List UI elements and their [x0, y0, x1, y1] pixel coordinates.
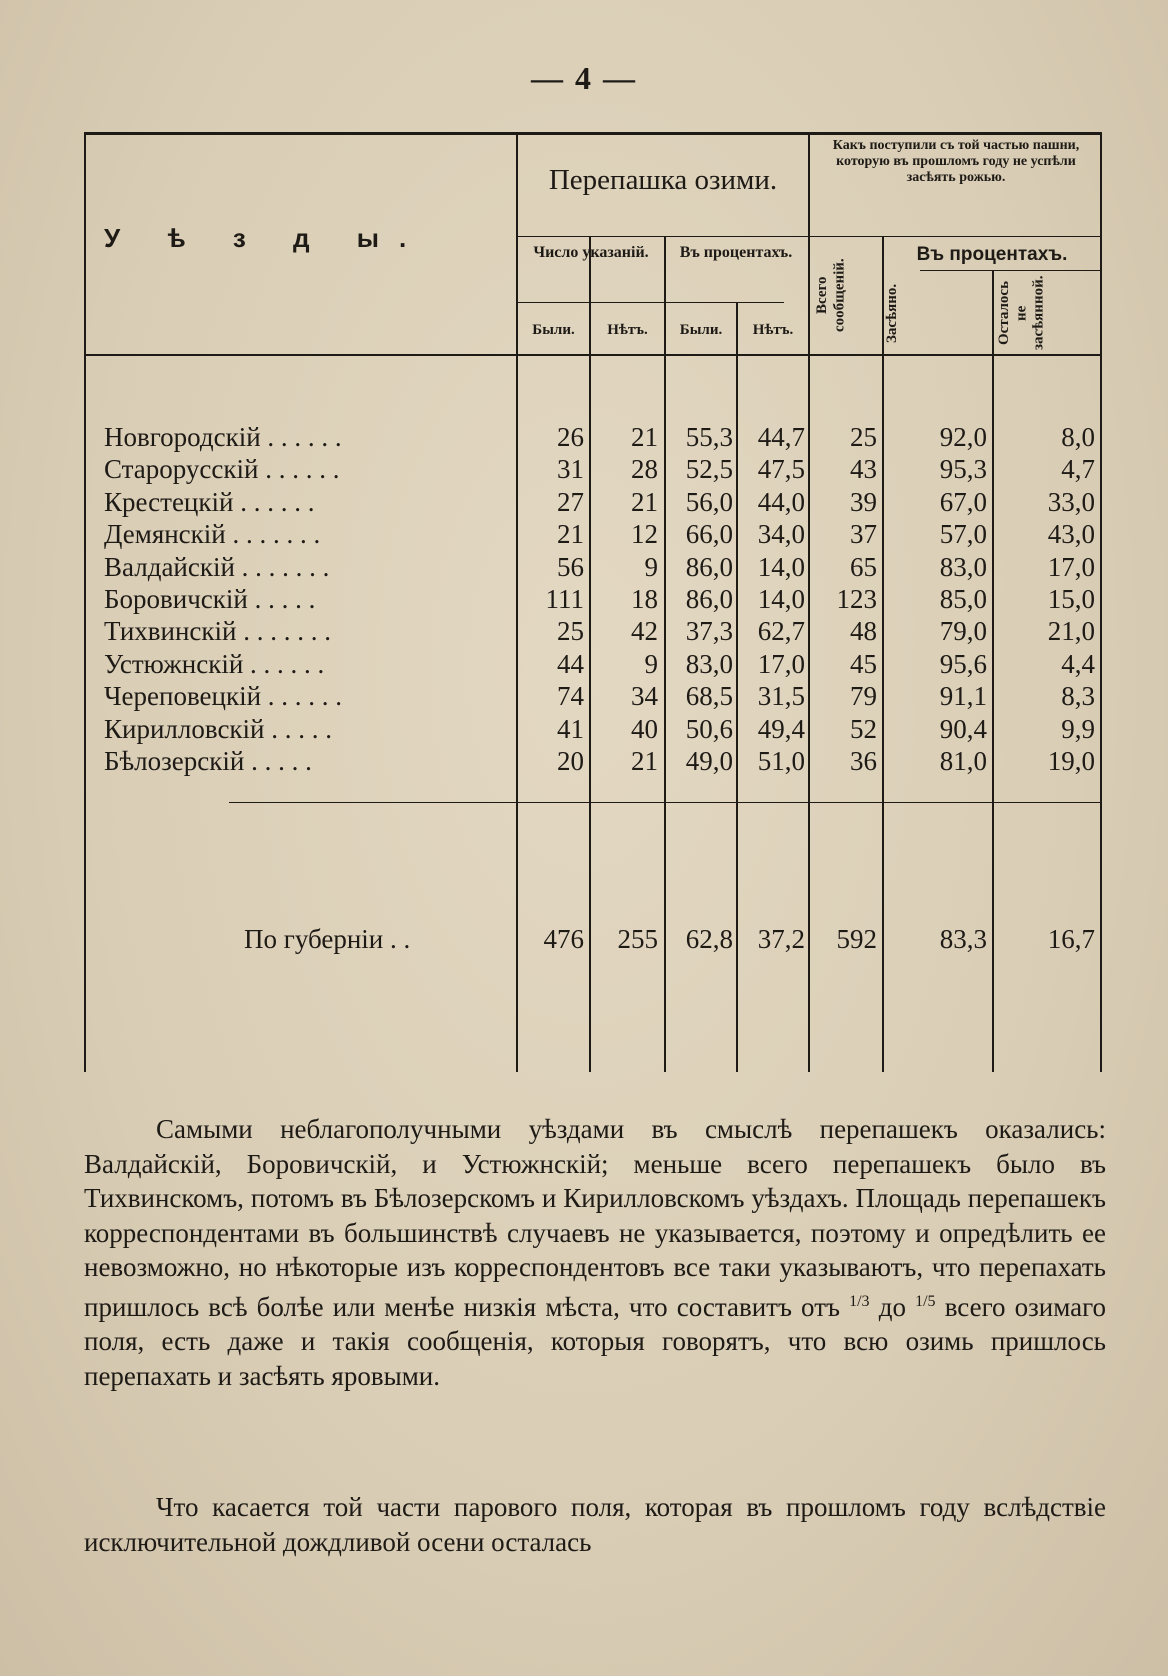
district-name: Устюжнскій . . . . . . — [104, 648, 325, 679]
header-yes-2: Были. — [679, 322, 723, 338]
cell: 86,0 — [685, 584, 733, 614]
cell: 79,0 — [939, 616, 987, 647]
cell: 37,2 — [757, 924, 805, 954]
cell: 92,0 — [939, 422, 987, 452]
cell: 123 — [836, 584, 877, 614]
cell: 83,0 — [685, 648, 733, 679]
cell: 9 — [644, 551, 658, 582]
cell: 4,7 — [1061, 454, 1095, 485]
fraction-2: 1/5 — [915, 1292, 936, 1310]
cell: 51,0 — [757, 746, 805, 776]
cell: 17,0 — [1047, 551, 1095, 582]
cell: 56,0 — [685, 486, 733, 517]
cell: 20 — [557, 746, 584, 776]
cell: 85,0 — [939, 584, 987, 614]
table-row — [84, 519, 1102, 553]
cell: 44,0 — [757, 486, 805, 517]
statistics-table — [84, 132, 1102, 1072]
cell: 8,0 — [1061, 422, 1095, 452]
cell: 26 — [557, 422, 584, 452]
cell: 41 — [557, 713, 584, 744]
cell: 18 — [631, 584, 658, 614]
cell: 86,0 — [685, 551, 733, 582]
table-row — [84, 454, 1102, 488]
table-row — [84, 422, 1102, 456]
fraction-word: до — [878, 1291, 906, 1322]
cell: 39 — [850, 486, 877, 517]
cell: 21 — [631, 746, 658, 776]
table-row — [84, 746, 1102, 780]
table-row-total — [84, 924, 1102, 958]
cell: 4,4 — [1061, 648, 1095, 679]
paragraph-1-end: всего озимаго поля, есть даже и такія сообщенія, которыя говорятъ, что всю озимь пришлось перепахать и засѣять яровыми. — [84, 1291, 1107, 1391]
cell: 91,1 — [939, 681, 987, 712]
cell: 33,0 — [1047, 486, 1095, 517]
cell: 21 — [557, 519, 584, 550]
header-fallow: Какъ поступили съ той частью пашни, которую въ прошломъ году не успѣли засѣять рожью. — [832, 138, 1080, 186]
cell: 28 — [631, 454, 658, 485]
cell: 25 — [850, 422, 877, 452]
header-rule-b — [516, 302, 784, 303]
cell: 40 — [631, 713, 658, 744]
table-row — [84, 487, 1102, 521]
paragraph-1 — [84, 1112, 1106, 1393]
district-name: Боровичскій . . . . . — [104, 584, 316, 614]
cell: 9,9 — [1061, 713, 1095, 744]
cell: 45 — [850, 648, 877, 679]
header-no-2: Нѣтъ. — [752, 322, 794, 338]
cell: 83,3 — [939, 924, 987, 954]
cell: 66,0 — [685, 519, 733, 550]
cell: 43 — [850, 454, 877, 485]
cell: 83,0 — [939, 551, 987, 582]
table-row — [84, 649, 1102, 683]
cell: 16,7 — [1047, 924, 1095, 954]
cell: 49,4 — [757, 713, 805, 744]
paragraph-1-text: Самыми неблагополучными уѣздами въ смыслѣ перепашекъ оказались: Валдайскій, Боровичскій, и Устюжнскій; меньше всего перепашекъ было въ Тихвинскомъ, потомъ въ Бѣлозерскомъ и Кирилловскомъ уѣздахъ. Площадь перепашекъ корреспондентами въ большинствѣ случаевъ не указывается, поэтому и опредѣлить ее невозможно, но нѣкоторые изъ корреспондентовъ все таки указываютъ, что перепахать пришлось всѣ болѣе или менѣе низкія мѣста, что составитъ отъ — [84, 1114, 1106, 1322]
district-name: Тихвинскій . . . . . . . — [104, 616, 331, 647]
page-number: — 4 — — [531, 60, 637, 96]
header-unsown: Осталось не засѣянной. — [996, 275, 1047, 351]
cell: 56 — [557, 551, 584, 582]
cell: 49,0 — [685, 746, 733, 776]
table-top-rule — [84, 132, 1102, 135]
cell: 37,3 — [685, 616, 733, 647]
total-label: По губерніи . . — [244, 924, 411, 954]
cell: 37 — [850, 519, 877, 550]
cell: 8,3 — [1061, 681, 1095, 712]
cell: 42 — [631, 616, 658, 647]
cell: 55,3 — [685, 422, 733, 452]
header-yes-1: Были. — [532, 322, 575, 338]
cell: 43,0 — [1047, 519, 1095, 550]
cell: 52,5 — [685, 454, 733, 485]
cell: 44,7 — [757, 422, 805, 452]
cell: 90,4 — [939, 713, 987, 744]
header-percent: Въ процентахъ. — [679, 244, 793, 261]
header-percent-2: Въ процентахъ. — [916, 244, 1068, 265]
cell: 95,6 — [939, 648, 987, 679]
cell: 52 — [850, 713, 877, 744]
paragraph-2-text: Что касается той части парового поля, которая въ прошломъ году вслѣдствіе исключительной дождливой осени осталась — [84, 1492, 1106, 1557]
cell: 9 — [644, 648, 658, 679]
district-name: Валдайскій . . . . . . . — [104, 551, 330, 582]
header-rule-c — [920, 270, 1102, 271]
cell: 68,5 — [685, 681, 733, 712]
cell: 21,0 — [1047, 616, 1095, 647]
cell: 50,6 — [685, 713, 733, 744]
district-name: Старорусскій . . . . . . — [104, 454, 340, 485]
table-row — [84, 584, 1102, 618]
cell: 47,5 — [757, 454, 805, 485]
cell: 79 — [850, 681, 877, 712]
cell: 592 — [836, 924, 877, 954]
fraction-1: 1/3 — [849, 1292, 870, 1310]
cell: 12 — [631, 519, 658, 550]
cell: 65 — [850, 551, 877, 582]
cell: 36 — [850, 746, 877, 776]
cell: 31,5 — [757, 681, 805, 712]
cell: 15,0 — [1047, 584, 1095, 614]
header-total-reports: Всего сообщеній. — [814, 258, 848, 332]
cell: 255 — [617, 924, 658, 954]
district-name: Кирилловскій . . . . . — [104, 713, 332, 744]
cell: 17,0 — [757, 648, 805, 679]
district-name: Демянскій . . . . . . . — [104, 519, 321, 550]
cell: 62,7 — [757, 616, 805, 647]
cell: 48 — [850, 616, 877, 647]
district-name: Крестецкій . . . . . . — [104, 486, 315, 517]
cell: 62,8 — [685, 924, 733, 954]
cell: 44 — [557, 648, 584, 679]
cell: 34 — [631, 681, 658, 712]
cell: 14,0 — [757, 584, 805, 614]
cell: 27 — [557, 486, 584, 517]
table-row — [84, 714, 1102, 748]
district-name: Новгородскій . . . . . . — [104, 422, 342, 452]
header-replow: Перепашка озими. — [548, 164, 778, 196]
cell: 111 — [545, 584, 584, 614]
cell: 67,0 — [939, 486, 987, 517]
cell: 34,0 — [757, 519, 805, 550]
header-no-1: Нѣтъ. — [607, 322, 648, 338]
cell: 14,0 — [757, 551, 805, 582]
table-row — [84, 681, 1102, 715]
cell: 21 — [631, 486, 658, 517]
cell: 19,0 — [1047, 746, 1095, 776]
cell: 57,0 — [939, 519, 987, 550]
district-name: Бѣлозерскій . . . . . — [104, 746, 312, 776]
district-name: Череповецкій . . . . . . — [104, 681, 343, 712]
header-districts: У ѣ з д ы. — [104, 223, 427, 253]
cell: 476 — [543, 924, 584, 954]
header-bottom-rule — [84, 354, 1102, 356]
cell: 21 — [631, 422, 658, 452]
table-row — [84, 552, 1102, 586]
cell: 25 — [557, 616, 584, 647]
cell: 31 — [557, 454, 584, 485]
cell: 81,0 — [939, 746, 987, 776]
table-row — [84, 616, 1102, 650]
cell: 95,3 — [939, 454, 987, 485]
cell: 74 — [557, 681, 584, 712]
paragraph-2 — [84, 1490, 1106, 1559]
header-count: Число указаній. — [533, 244, 649, 261]
header-sown: Засѣяно. — [884, 283, 900, 343]
